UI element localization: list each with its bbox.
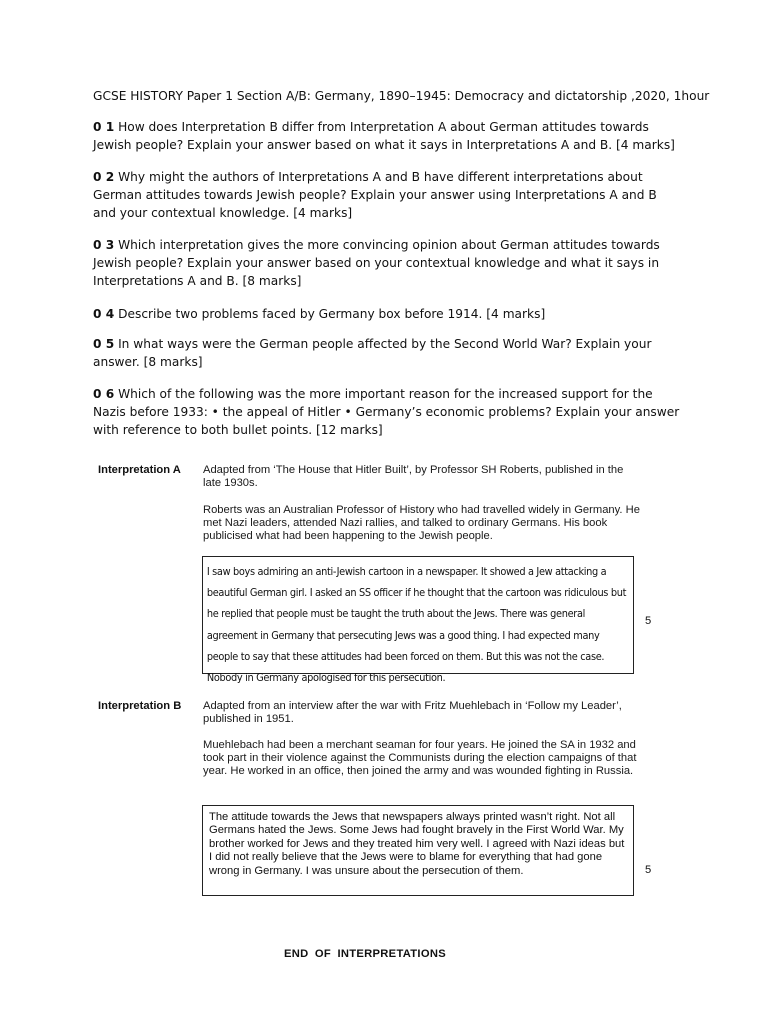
document-title: GCSE HISTORY Paper 1 Section A/B: Germany, 1890–1945: Democracy and dictatorship ,2020, 1hour xyxy=(93,89,710,103)
question-number: 0 2 xyxy=(93,170,115,184)
question-text: Why might the authors of Interpretations A and B have different interpretations about German attitudes towards Jewish people? Explain your answer using Interpretations A and B and your contextual knowledge. [4 marks] xyxy=(93,170,657,221)
end-of-interpretations: END OF INTERPRETATIONS xyxy=(284,948,446,960)
question-text: In what ways were the German people affected by the Second World War? Explain your answer. [8 marks] xyxy=(93,337,652,370)
interpretation-b-line-number: 5 xyxy=(645,864,652,876)
question-number: 0 5 xyxy=(93,337,115,351)
interpretation-b-quote: The attitude towards the Jews that newspapers always printed wasn’t right. Not all Germans hated the Jews. Some Jews had fought bravely in the First World War. My brother worked for Jews and they treated him very well. I agreed with Nazi ideas but I did not really believe that the Jews were to blame for everything that had gone wrong in Germany. I was unsure about the persecution of them. xyxy=(209,811,625,877)
question-04 xyxy=(93,305,683,323)
question-number: 0 4 xyxy=(93,307,115,321)
interpretation-b-quote-box xyxy=(202,805,634,896)
question-text: How does Interpretation B differ from Interpretation A about German attitudes towards Jewish people? Explain your answer based on what it says in Interpretations A and B. [4 marks] xyxy=(93,120,675,153)
question-number: 0 3 xyxy=(93,238,115,252)
question-03 xyxy=(93,236,683,291)
question-02 xyxy=(93,168,683,223)
question-text: Which of the following was the more important reason for the increased support for the Nazis before 1933: • the appeal of Hitler • Germany’s economic problems? Explain your answer with reference to both bullet points. [12 marks] xyxy=(93,387,680,438)
question-number: 0 6 xyxy=(93,387,115,401)
interpretation-a-source: Adapted from ‘The House that Hitler Built’, by Professor SH Roberts, published in the late 1930s. xyxy=(203,464,624,489)
interpretation-a-line-number: 5 xyxy=(645,615,652,627)
interpretation-b-label: Interpretation B xyxy=(98,700,182,712)
interpretation-b-source: Adapted from an interview after the war with Fritz Muehlebach in ‘Follow my Leader’, published in 1951. xyxy=(203,700,622,725)
question-05 xyxy=(93,335,683,371)
question-06 xyxy=(93,385,683,440)
interpretation-a-quote-box xyxy=(202,556,634,685)
interpretation-a-context: Roberts was an Australian Professor of History who had travelled widely in Germany. He met Nazi leaders, attended Nazi rallies, and talked to ordinary Germans. His book publicised what had been happening to the Jewish people. xyxy=(203,504,640,542)
question-text: Which interpretation gives the more convincing opinion about German attitudes towards Jewish people? Explain your answer based on your contextual knowledge and what it says in Interpretations A and B. [8 marks] xyxy=(93,238,660,289)
question-text: Describe two problems faced by Germany box before 1914. [4 marks] xyxy=(114,307,546,321)
interpretation-b-context: Muehlebach had been a merchant seaman for four years. He joined the SA in 1932 and took part in their violence against the Communists during the election campaigns of that year. He worked in an office, then joined the army and was wounded fighting in Russia. xyxy=(203,739,637,777)
question-01 xyxy=(93,118,683,154)
interpretation-a-quote: I saw boys admiring an anti-Jewish cartoon in a newspaper. It showed a Jew attacking a beautiful German girl. I asked an SS officer if he thought that the cartoon was ridiculous but he replied that people must be taught the truth about the Jews. There was general agreement in Germany that persecuting Jews was a good thing. I had expected many people to say that these attitudes had been forced on them. But this was not the case. Nobody in Germany apologised for this persecution. xyxy=(206,567,627,685)
interpretation-a-label: Interpretation A xyxy=(98,464,181,476)
question-number: 0 1 xyxy=(93,120,115,134)
